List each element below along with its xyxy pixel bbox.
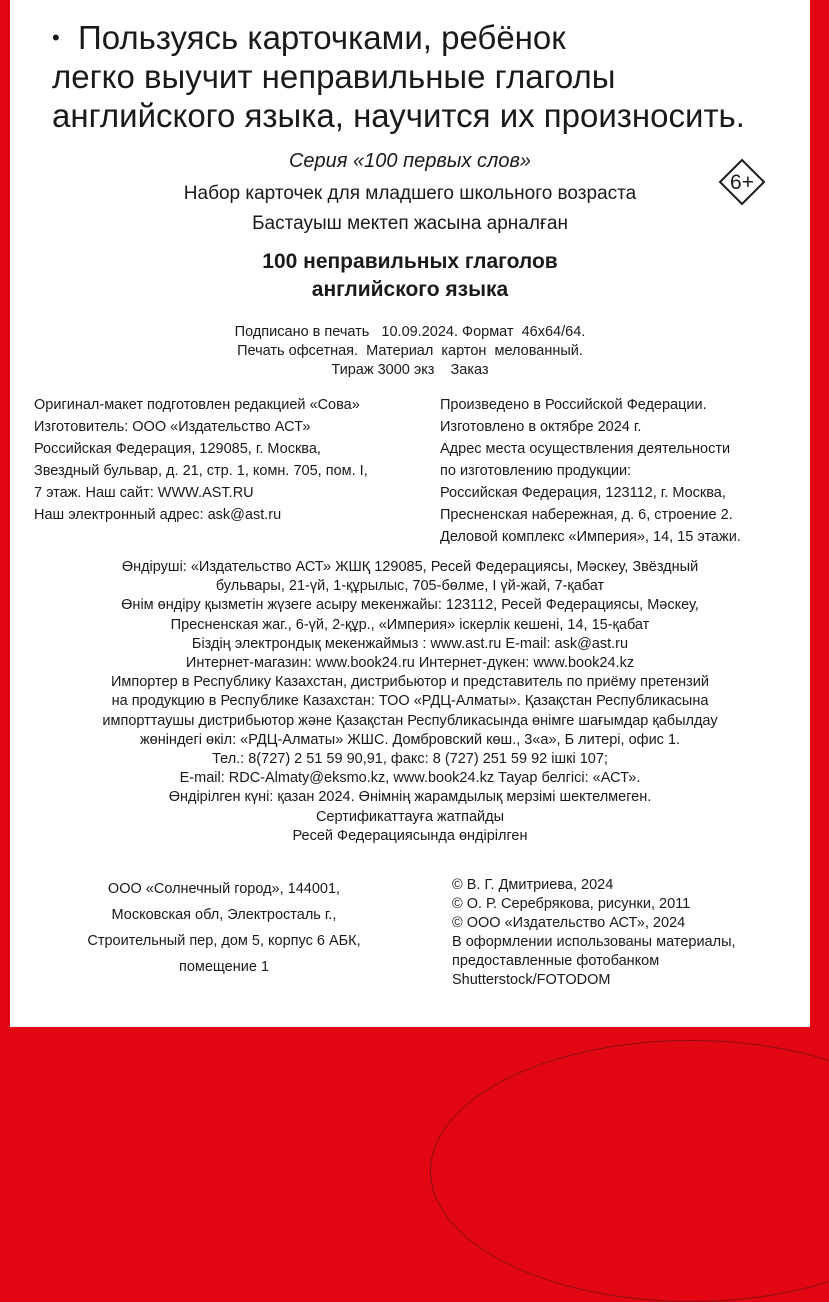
kz-line: Ресей Федерациясында өндірілген [292,827,528,844]
kz-line: Пресненская жаг., 6-үй, 2-құр., «Империя» іскерлік кешені, 14, 15-қабат [170,616,650,633]
production-line: по изготовлению продукции: [440,463,632,479]
printer-address [44,876,404,980]
intro-text [52,18,802,135]
publisher-line: Оригинал-макет подготовлен редакцией «Сова» [34,397,360,413]
decorative-arc [430,1040,829,1302]
copyright-line: В оформлении использованы материалы, [452,934,736,950]
subtitle-ru: Набор карточек для младшего школьного возраста [183,183,637,204]
publisher-line: 7 этаж. Наш сайт: WWW.AST.RU [34,485,254,501]
kz-line: Сертификаттауға жатпайды [315,808,505,825]
kazakh-info-block [10,558,810,846]
bullet-icon: • [52,25,60,50]
production-line: Изготовлено в октябре 2024 г. [440,419,642,435]
production-line: Российская Федерация, 123112, г. Москва, [440,485,726,501]
address-line: Московская обл, Электросталь г., [111,907,337,923]
kz-line: жөніндегі өкіл: «РДЦ-Алматы» ЖШС. Домбровский көш., 3«а», Б литері, офис 1. [139,731,681,748]
kz-line: бульвары, 21-үй, 1-құрылыс, 705-бөлме, I үй-жай, 7-қабат [215,578,605,595]
address-line: Строительный пер, дом 5, корпус 6 АБК, [87,933,361,949]
copyright-line: предоставленные фотобанком [452,953,660,969]
print-info-line: Тираж 3000 экз Заказ [331,362,489,378]
intro-line-3: английского языка, научится их произносить. [52,97,745,134]
kz-line: Интернет-магазин: www.book24.ru Интернет-дүкен: www.book24.kz [185,655,635,672]
kz-line: на продукцию в Республике Казахстан: ТОО «РДЦ-Алматы». Қазақстан Республикасына [111,693,709,710]
copyright-line: © В. Г. Дмитриева, 2024 [452,877,614,893]
age-rating-text: 6+ [730,171,754,194]
publisher-line: Изготовитель: ООО «Издательство АСТ» [34,419,311,435]
kz-line: Біздің электрондық мекенжаймыз : www.ast.ru E-mail: ask@ast.ru [191,635,629,652]
copyright-line: © ООО «Издательство АСТ», 2024 [452,915,686,931]
book-title-line-2: английского языка [311,278,509,301]
book-title-line-1: 100 неправильных глаголов [262,250,558,273]
kz-line: Өнім өндіру қызметін жүзеге асыру мекенжайы: 123112, Ресей Федерациясы, Мәскеу, [121,597,699,614]
print-info-line: Подписано в печать 10.09.2024. Формат 46x64/64. [234,324,586,340]
kz-line: импорттаушы дистрибьютор және Қазақстан Республикасында өнімге шағымдар қабылдау [102,712,718,729]
book-title [10,248,810,304]
kz-line: E-mail: RDC-Almaty@eksmo.kz, www.book24.kz Тауар белгісі: «АСТ». [179,770,641,787]
publisher-line: Наш электронный адрес: ask@ast.ru [34,507,282,523]
production-line: Деловой комплекс «Империя», 14, 15 этажи. [440,529,741,545]
print-info [10,323,810,380]
intro-line-2: легко выучит неправильные глаголы [52,58,616,95]
copyright-line: © О. Р. Серебрякова, рисунки, 2011 [452,896,691,912]
series-name: Серия «100 первых слов» [288,150,532,172]
address-line: помещение 1 [178,959,270,975]
production-line: Пресненская набережная, д. 6, строение 2. [440,507,733,523]
publisher-line: Звездный бульвар, д. 21, стр. 1, комн. 705, пом. I, [34,463,368,479]
production-line: Адрес места осуществления деятельности [440,441,731,457]
subtitle-kz: Бастауыш мектеп жасына арналған [252,213,568,234]
print-info-line: Печать офсетная. Материал картон мелованный. [237,343,583,359]
publisher-info [34,394,368,526]
production-line: Произведено в Российской Федерации. [440,397,707,413]
copyright-line: Shutterstock/FOTODOM [452,972,611,988]
kz-line: Өндірілген күні: қазан 2024. Өнімнің жарамдылық мерзімі шектелмеген. [168,789,652,806]
kz-line: Импортер в Республику Казахстан, дистрибьютор и представитель по приёму претензий [111,674,709,691]
intro-line-1: • Пользуясь карточками, ребёнок [52,19,566,56]
kz-line: Тел.: 8(727) 2 51 59 90,91, факс: 8 (727) 251 59 92 ішкі 107; [212,751,608,768]
publisher-line: Российская Федерация, 129085, г. Москва, [34,441,321,457]
kz-line: Өндіруші: «Издательство АСТ» ЖШҚ 129085, Ресей Федерациясы, Мәскеу, Звёздный [121,559,699,575]
production-info [440,394,741,548]
copyright-block [452,876,736,990]
address-line: ООО «Солнечный город», 144001, [107,881,341,897]
